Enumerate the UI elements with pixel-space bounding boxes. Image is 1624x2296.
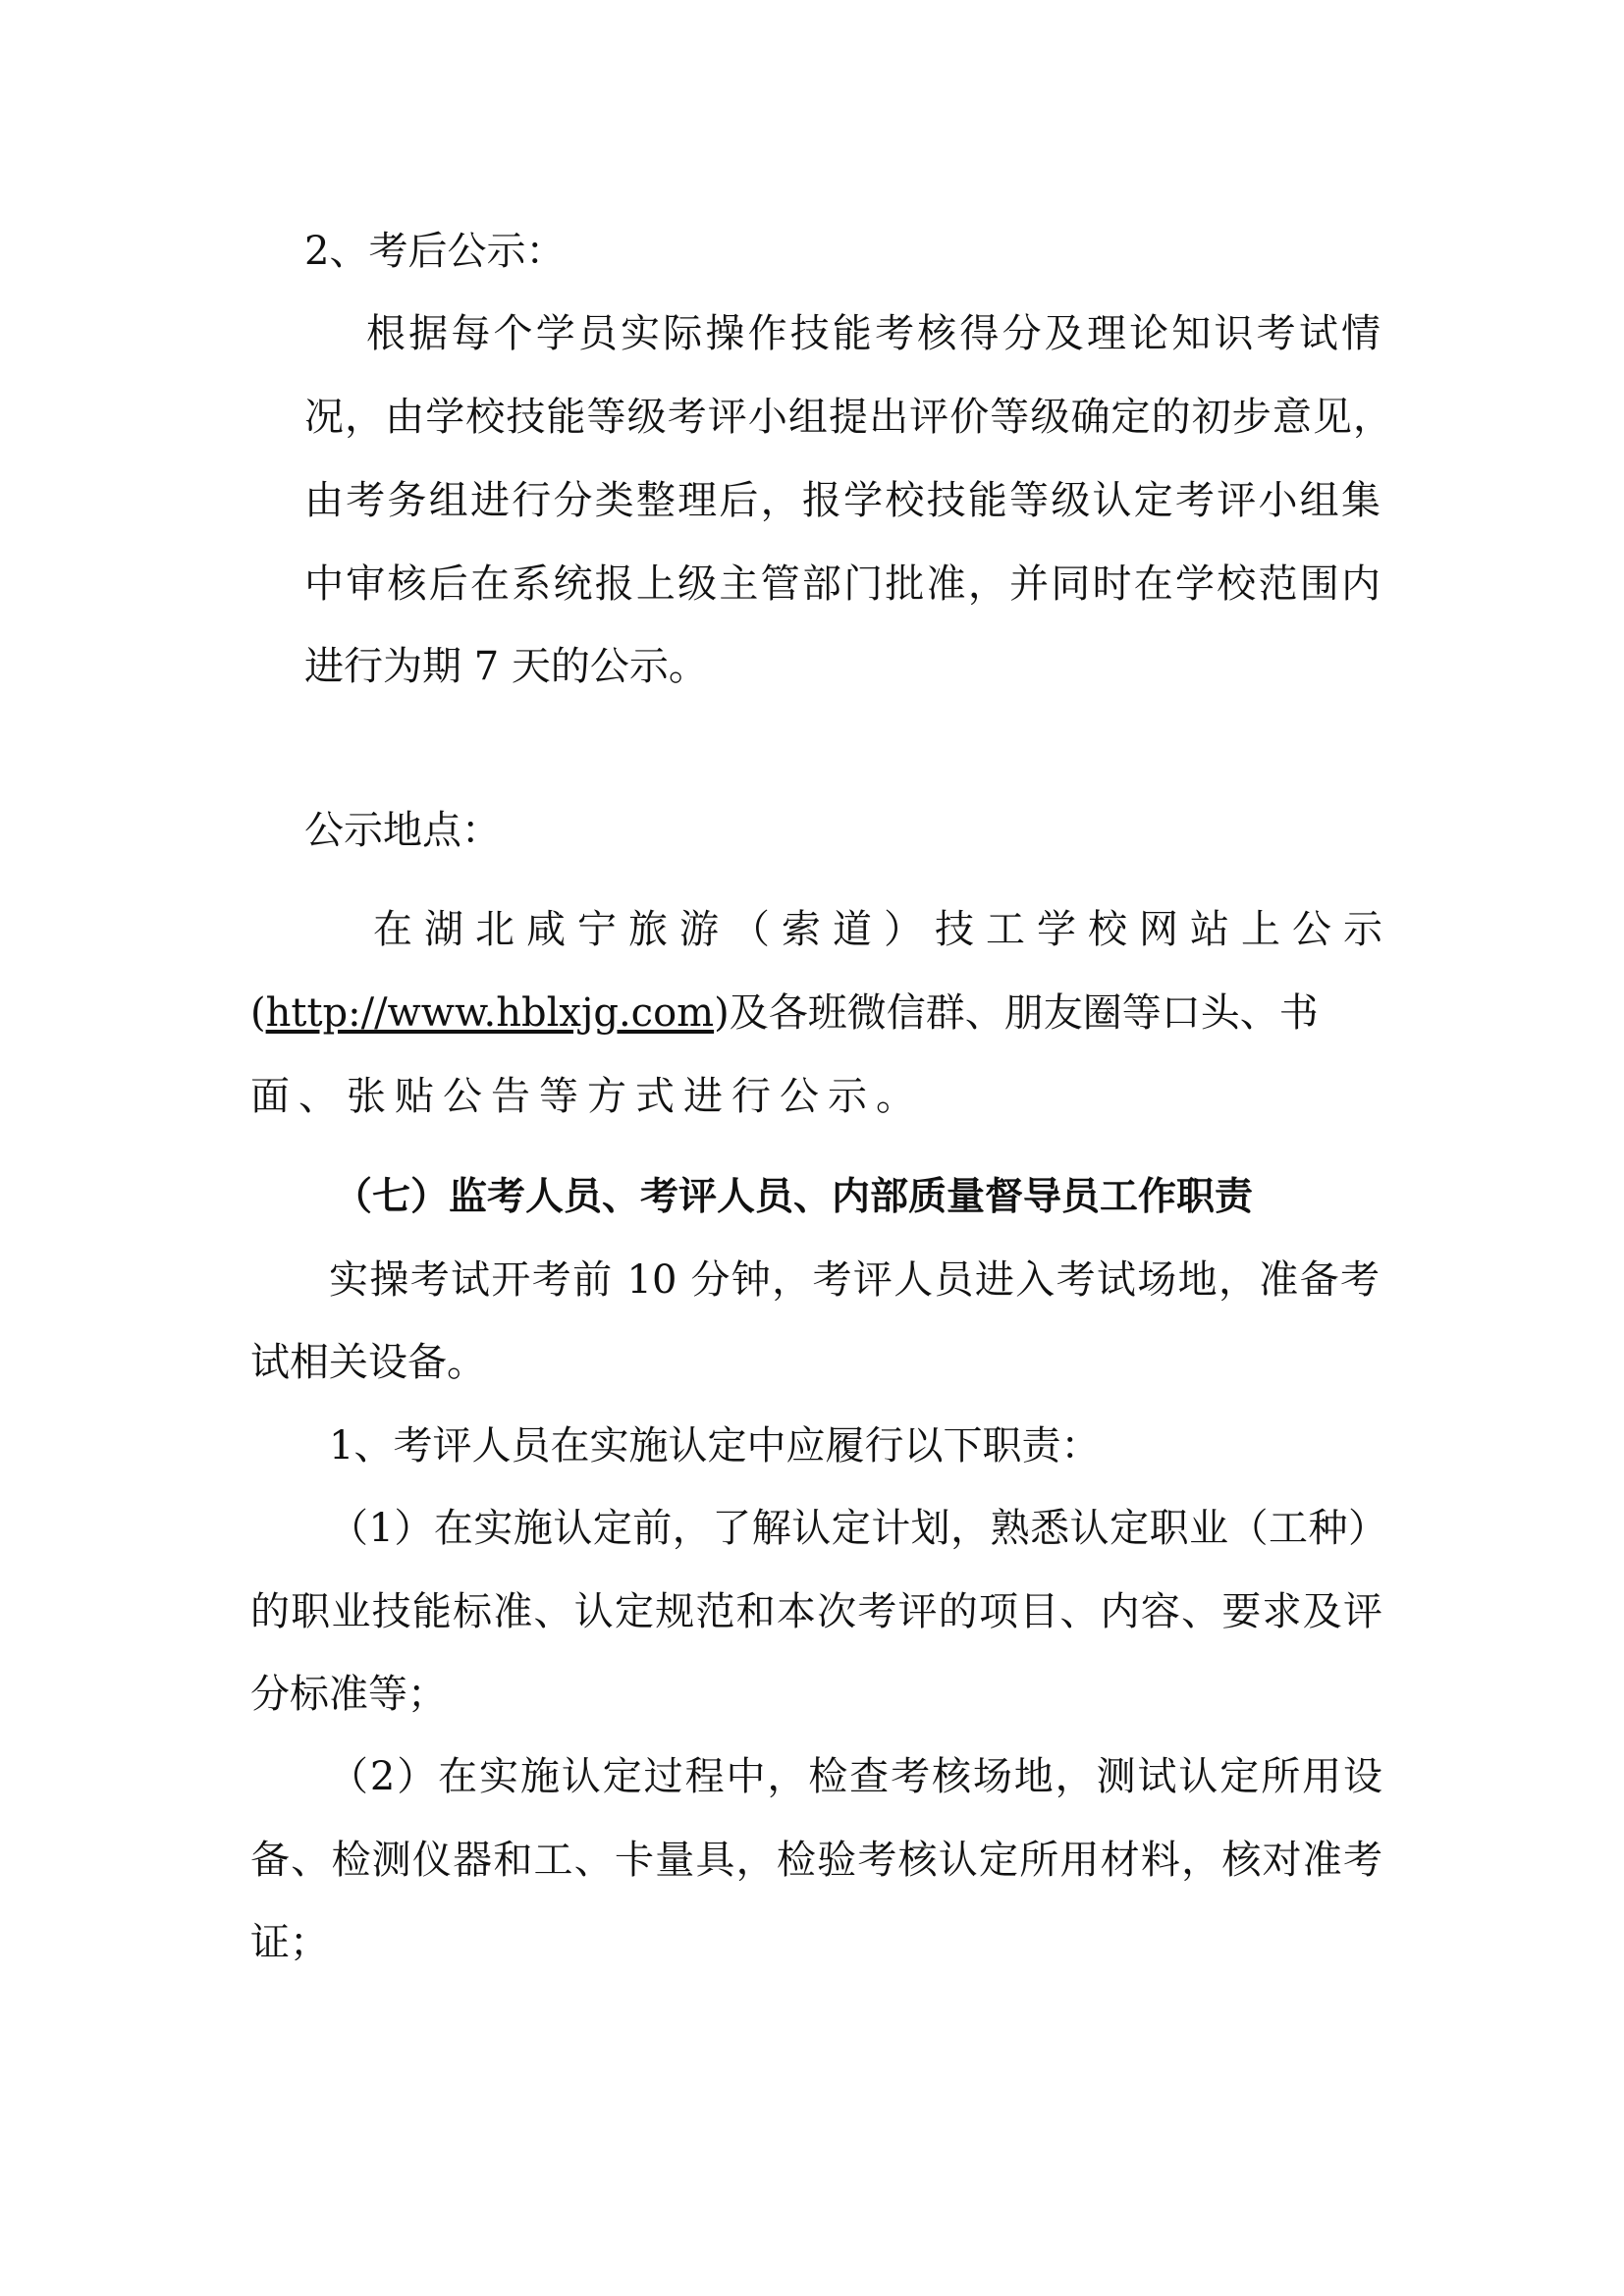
- section-7-title: （七）监考人员、考评人员、内部质量督导员工作职责: [334, 1174, 1254, 1219]
- location-line: 在湖北咸宁旅游（索道）技工学校网站上公示: [373, 907, 1382, 952]
- item-1-1-line: （1）在实施认定前，了解认定计划，熟悉认定职业（工种）: [329, 1506, 1387, 1551]
- section-2-paragraph-line: 中审核后在系统报上级主管部门批准，并同时在学校范围内: [304, 561, 1380, 607]
- school-website-link[interactable]: http://www.hblxjg.com: [265, 990, 715, 1036]
- location-open-paren: (: [250, 990, 266, 1036]
- location-line: 面、张贴公告等方式进行公示。: [250, 1074, 924, 1119]
- section-2-paragraph-line: 由考务组进行分类整理后，报学校技能等级认定考评小组集: [304, 478, 1380, 523]
- item-1-1-line: 分标准等；: [250, 1672, 447, 1717]
- item-1-2-line: （2）在实施认定过程中，检查考核场地，测试认定所用设: [329, 1754, 1382, 1799]
- section-2-heading: 2、考后公示：: [304, 229, 566, 274]
- section-2-paragraph-line: 根据每个学员实际操作技能考核得分及理论知识考试情: [366, 311, 1380, 356]
- section-7-intro-line: 实操考试开考前 10 分钟，考评人员进入考试场地，准备考: [329, 1257, 1380, 1303]
- location-line-rest: )及各班微信群、朋友圈等口头、书: [714, 990, 1319, 1036]
- section-2-paragraph-line: 进行为期 7 天的公示。: [304, 644, 708, 689]
- section-2-paragraph-line: 况，由学校技能等级考评小组提出评价等级确定的初步意见，: [304, 395, 1392, 440]
- item-1-2-line: 备、检测仪器和工、卡量具，检验考核认定所用材料，核对准考: [250, 1838, 1382, 1883]
- location-line: [250, 989, 1319, 1037]
- item-1-1-line: 的职业技能标准、认定规范和本次考评的项目、内容、要求及评: [250, 1589, 1382, 1634]
- section-7-intro-line: 试相关设备。: [250, 1340, 486, 1385]
- item-1-2-line: 证；: [250, 1920, 329, 1965]
- location-heading: 公示地点：: [304, 808, 501, 853]
- item-1-heading: 1、考评人员在实施认定中应履行以下职责：: [329, 1423, 1101, 1468]
